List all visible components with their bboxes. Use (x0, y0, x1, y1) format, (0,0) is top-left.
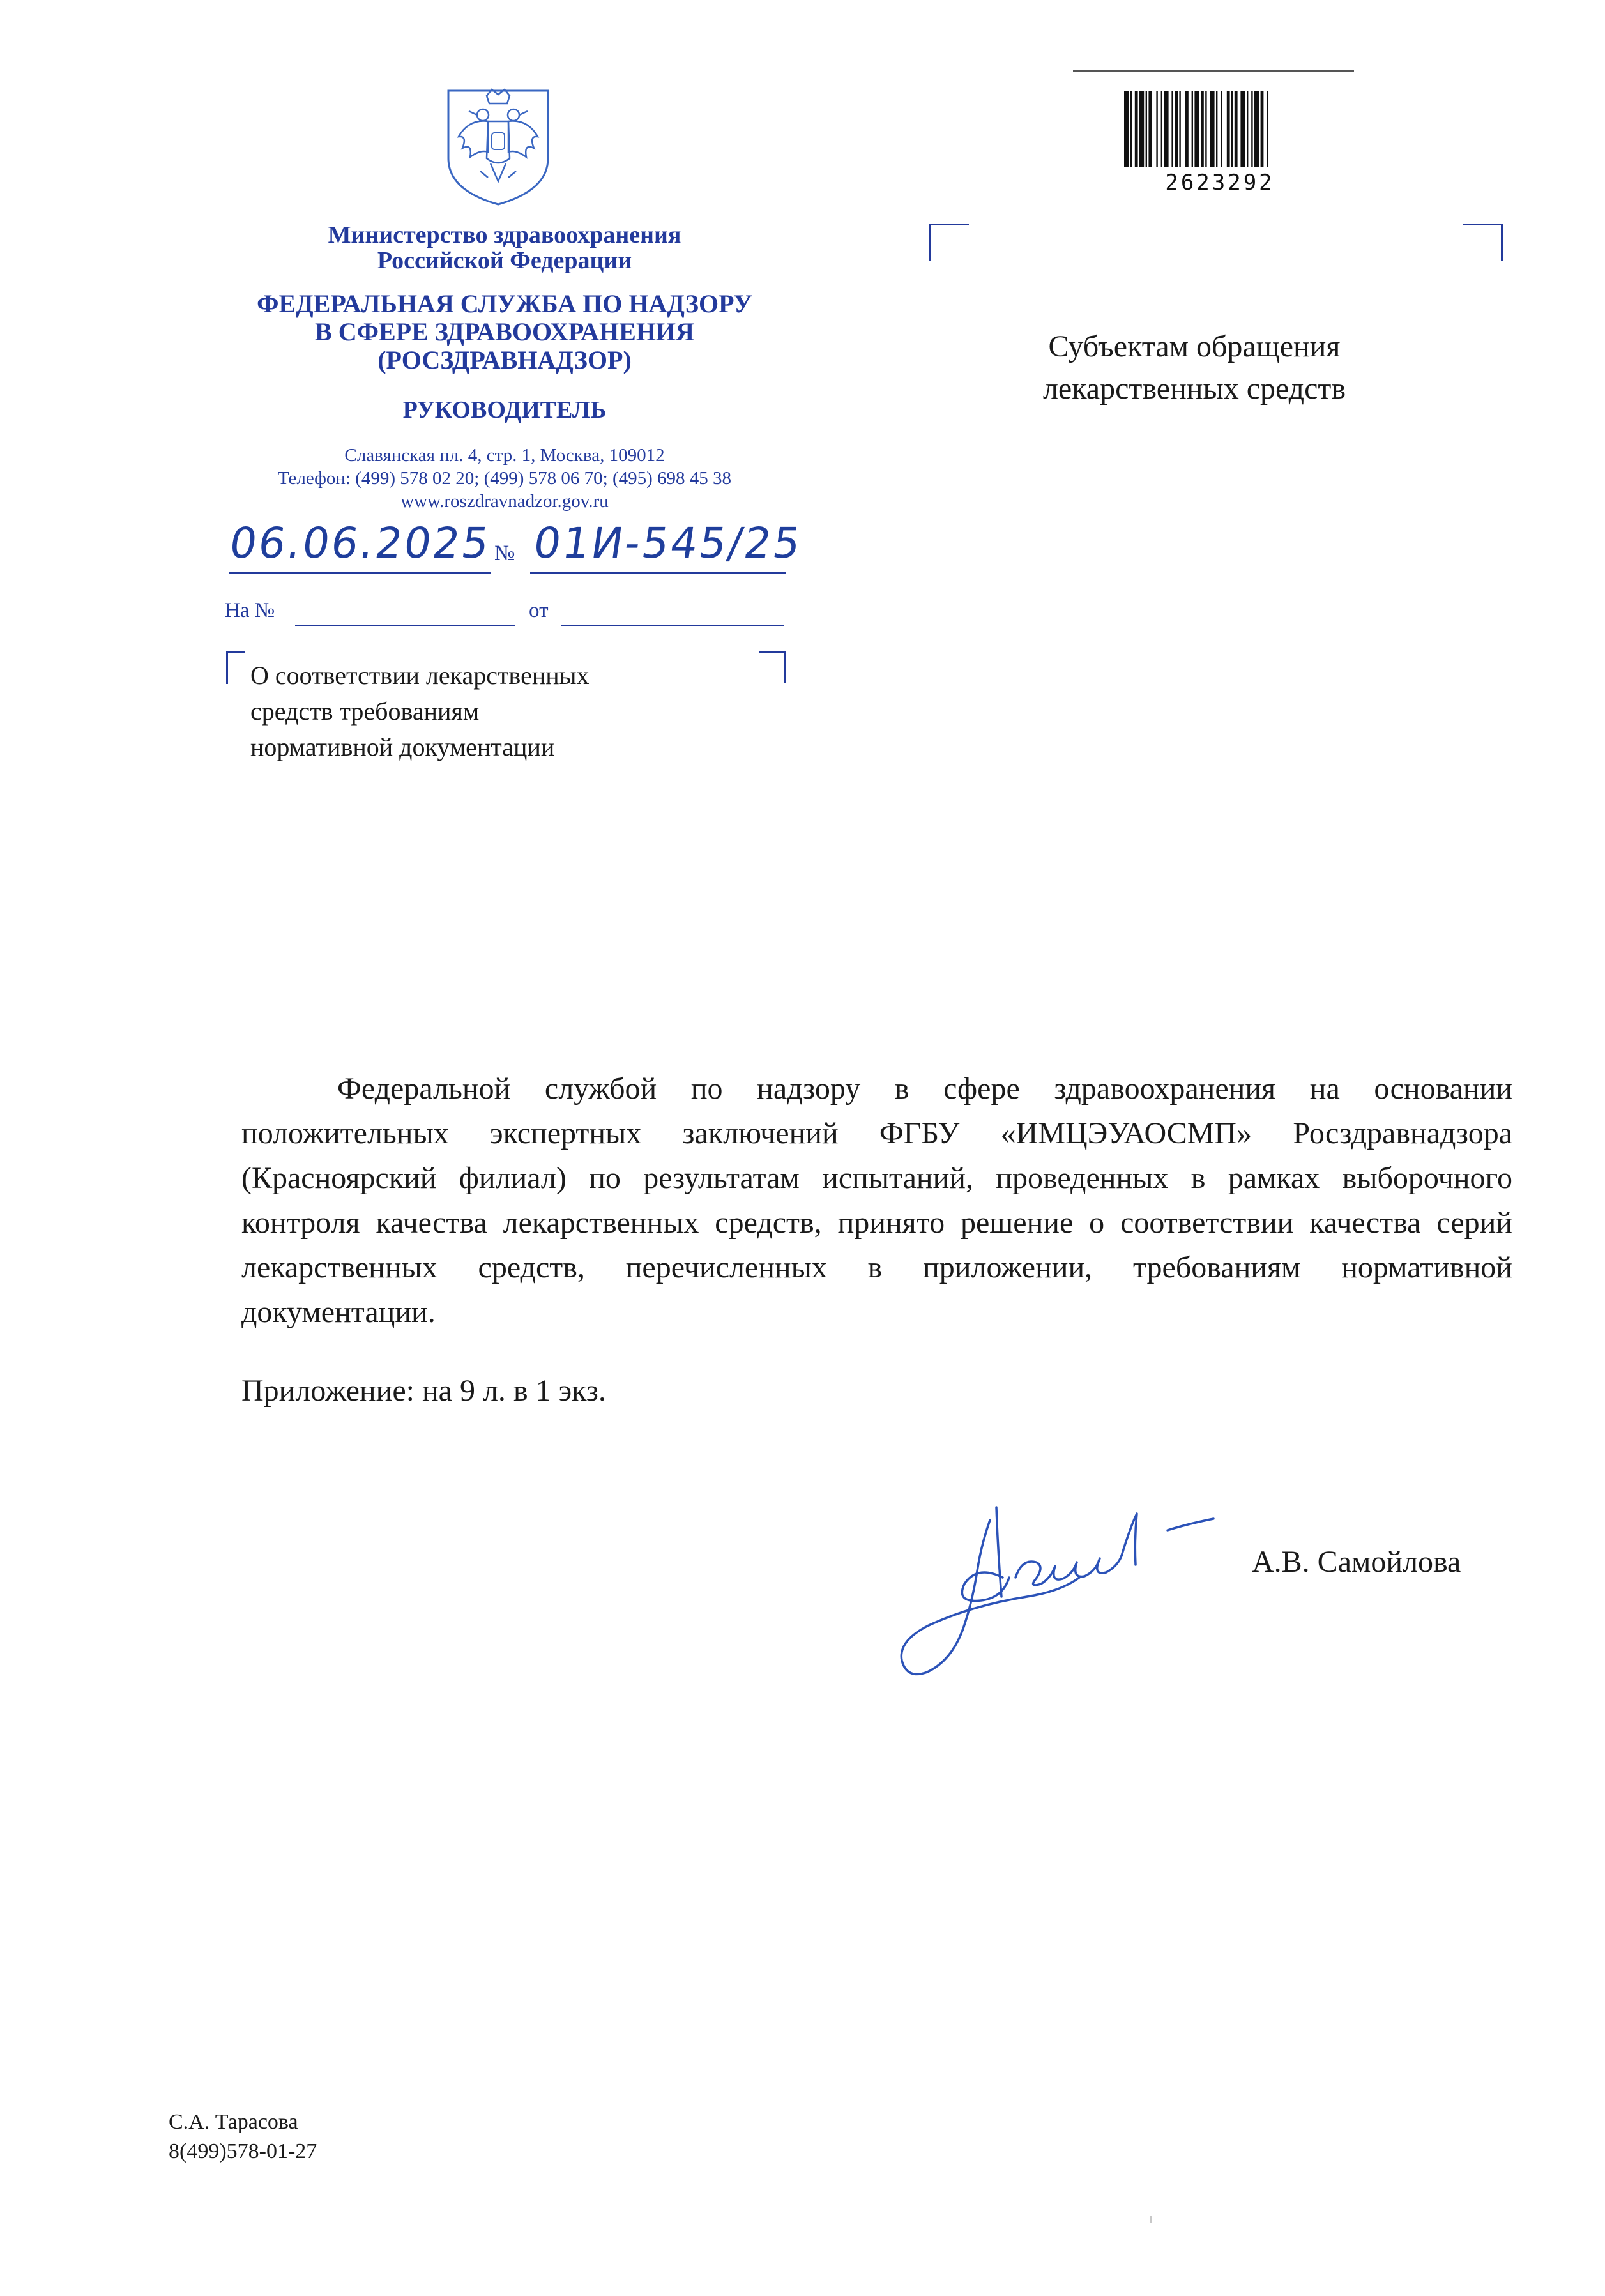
barcode-bar (1240, 91, 1245, 167)
barcode-bar (1164, 91, 1168, 167)
subject-line3: нормативной документации (250, 733, 555, 761)
barcode-bar (1216, 91, 1217, 167)
body-text (241, 1067, 1512, 1335)
barcode-bar (1156, 91, 1157, 167)
executor-phone: 8(499)578-01-27 (169, 2140, 317, 2163)
number-underline (530, 572, 786, 574)
barcode-top-line (1073, 70, 1354, 72)
signer-name: А.В. Самойлова (1252, 1545, 1461, 1579)
barcode-bar (1247, 91, 1248, 167)
barcode-bar (1201, 91, 1204, 167)
barcode-bar (1161, 91, 1162, 167)
barcode-bar (1146, 91, 1147, 167)
phones: Телефон: (499) 578 02 20; (499) 578 06 70; (495) 698 45 38 (277, 468, 732, 489)
barcode-bar (1205, 91, 1206, 167)
addressee-line2: лекарственных средств (1042, 372, 1346, 406)
subject-line1: О соответствии лекарственных (250, 661, 590, 690)
attachment-note: Приложение: на 9 л. в 1 экз. (241, 1374, 606, 1408)
barcode-bar (1251, 91, 1252, 167)
reply-to-underline (295, 625, 515, 626)
website: www.roszdravnadzor.gov.ru (400, 491, 609, 512)
from-label: от (529, 599, 549, 622)
barcode-bar (1235, 91, 1238, 167)
barcode-bar (1231, 91, 1233, 167)
addressee-corner-left (929, 224, 969, 261)
barcode-bar (1194, 91, 1199, 167)
subject-corner-right (759, 651, 786, 683)
number-sign: № (494, 542, 515, 565)
barcode-bar (1139, 91, 1144, 167)
barcode (1123, 91, 1317, 167)
scan-speck (1150, 2216, 1152, 2223)
barcode-bar (1130, 91, 1132, 167)
barcode-bar (1148, 91, 1152, 167)
handwritten-signature (869, 1469, 1265, 1686)
registration-number: 01И-545/25 (530, 519, 805, 568)
ministry-name-line2: Российской Федерации (377, 247, 632, 274)
barcode-bar (1192, 91, 1193, 167)
barcode-bar (1185, 91, 1189, 167)
executor (169, 2108, 317, 2166)
barcode-bar (1175, 91, 1178, 167)
service-name-line1: ФЕДЕРАЛЬНАЯ СЛУЖБА ПО НАДЗОРУ (257, 289, 752, 318)
subject (250, 658, 590, 765)
barcode-bar (1221, 91, 1222, 167)
head-title: РУКОВОДИТЕЛЬ (402, 397, 607, 423)
executor-name: С.А. Тарасова (169, 2110, 298, 2134)
barcode-bar (1227, 91, 1230, 167)
barcode-bar (1254, 91, 1259, 167)
addressee-line1: Субъектам обращения (1048, 330, 1341, 363)
service-name-line3: (РОСЗДРАВНАДЗОР) (377, 346, 632, 374)
addressee (984, 326, 1405, 410)
registration-date: 06.06.2025 (226, 519, 494, 568)
from-underline (561, 625, 784, 626)
barcode-bar (1135, 91, 1138, 167)
barcode-bar (1267, 91, 1268, 167)
barcode-bar (1210, 91, 1214, 167)
body-paragraph: Федеральной службой по надзору в сфере здравоохранения на основании положительных экспертных заключений ФГБУ «ИМЦЭУАОСМП» Росздравнадзора (Красноярский филиал) по результатам испытаний, проведенных в рамках выборочного контроля качества лекарственных средств, принято решение о соответствии качества серий лекарственных средств, перечисленных в приложении, требованиям нормативной документации. (241, 1072, 1512, 1329)
addressee-corner-right (1463, 224, 1503, 261)
reply-to-label: На № (225, 599, 275, 622)
barcode-bar (1171, 91, 1173, 167)
date-underline (229, 572, 491, 574)
barcode-bar (1261, 91, 1264, 167)
barcode-number: 2623292 (1165, 170, 1275, 195)
subject-corner-left (226, 651, 245, 684)
service-name-line2: В СФЕРЕ ЗДРАВООХРАНЕНИЯ (315, 317, 694, 346)
barcode-bar (1179, 91, 1180, 167)
coat-of-arms-icon (441, 82, 556, 207)
address: Славянская пл. 4, стр. 1, Москва, 109012 (344, 445, 665, 466)
subject-line2: средств требованиям (250, 697, 480, 726)
ministry-name-line1: Министерство здравоохранения (328, 222, 681, 248)
barcode-bar (1124, 91, 1129, 167)
